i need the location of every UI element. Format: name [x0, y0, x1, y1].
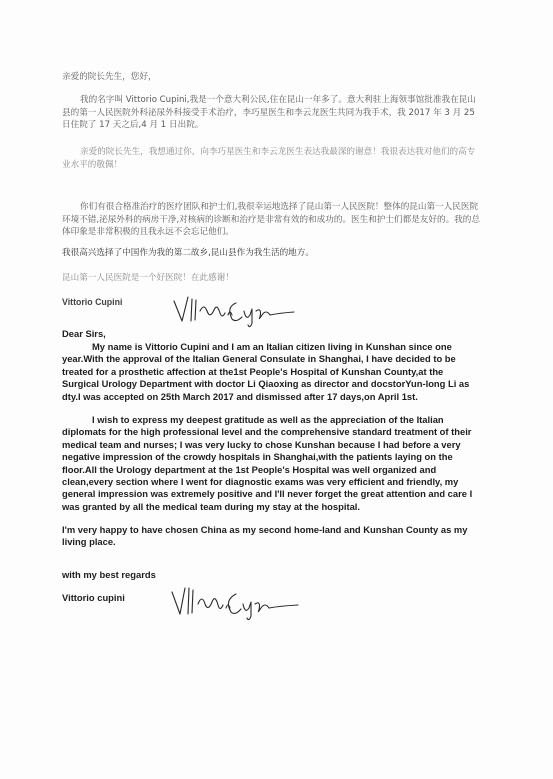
- zh-closing: 昆山第一人民医院是一个好医院！在此感谢！: [62, 273, 234, 283]
- en-signer-name: Vittorio cupini: [62, 592, 125, 603]
- en-paragraph-1: My name is Vittorio Cupini and I am an Italian citizen living in Kunshan since one year.With the approval of the Italian General Consulate in Shanghai, I have decided to be treated for a prosthetic affection at the1st People's Hospital of Kunshan County,at the Surgical Urology Department with doctor Li Qiaoxing as director and docstorYun-long Li as dty.I was accepted on 25th March 2017 and dismissed after 17 days,on April 1st.: [62, 341, 470, 402]
- zh-paragraph-4: 我很高兴选择了中国作为我的第二故乡,昆山县作为我生活的地方。: [62, 248, 314, 258]
- zh-paragraph-2: 亲爱的院长先生，我想通过你，向李巧星医生和李云龙医生表达我最深的谢意！我很表达我对他们的高专业水平的敬佩！: [62, 147, 476, 170]
- en-closing: with my best regards: [62, 569, 156, 580]
- zh-salutation: 亲爱的院长先生，您好，: [62, 72, 157, 82]
- en-salutation: Dear Sirs,: [62, 328, 106, 339]
- en-paragraph-2: I wish to express my deepest gratitude as well as the appreciation of the Italian diplomats for the high professional level and the comprehensive standard treatment of their medical team and nurses; I was very lucky to chose Kunshan because I had before a very negative impression of the crowdy hospitals in Shanghai,with the patients laying on the floor.All the Urology department at the 1st People's Hospital was well organized and clean,every section where I went for diagnostic exams was very efficient and friendly, my general impression was extremely positive and I'll never forget the great attention and care I was granted by all the medical team during my stay at the hospital.: [62, 414, 473, 512]
- zh-signer-name: Vittorio Cupini: [62, 297, 123, 307]
- zh-paragraph-1: 我的名字叫 Vittorio Cupini,我是一个意大利公民,住在昆山一年多了。意大利驻上海领事馆批准我在昆山县的第一人民医院外科泌尿外科接受手术治疗，李巧星医生和李云龙医生共同为我手术，我 2017 年 3 月 25 日住院了 17 天之后,4 月 1 日出院。: [62, 95, 476, 131]
- zh-paragraph-3: 你们有很合格准治疗的医疗团队和护士们,我很幸运地选择了昆山第一人民医院！整体的昆山第一人民医院环境不错,泌尿外科的病房干净,对核病的诊断和治疗是非常有效的和成功的。医生和护士们都是友好的。我的总体印象是非常积极的且我永远不会忘记他们。: [62, 202, 480, 238]
- signature-image: [170, 291, 305, 331]
- signature-image: [168, 582, 308, 624]
- en-paragraph-3: I'm very happy to have chosen China as my second home-land and Kunshan County as my living place.: [62, 524, 468, 548]
